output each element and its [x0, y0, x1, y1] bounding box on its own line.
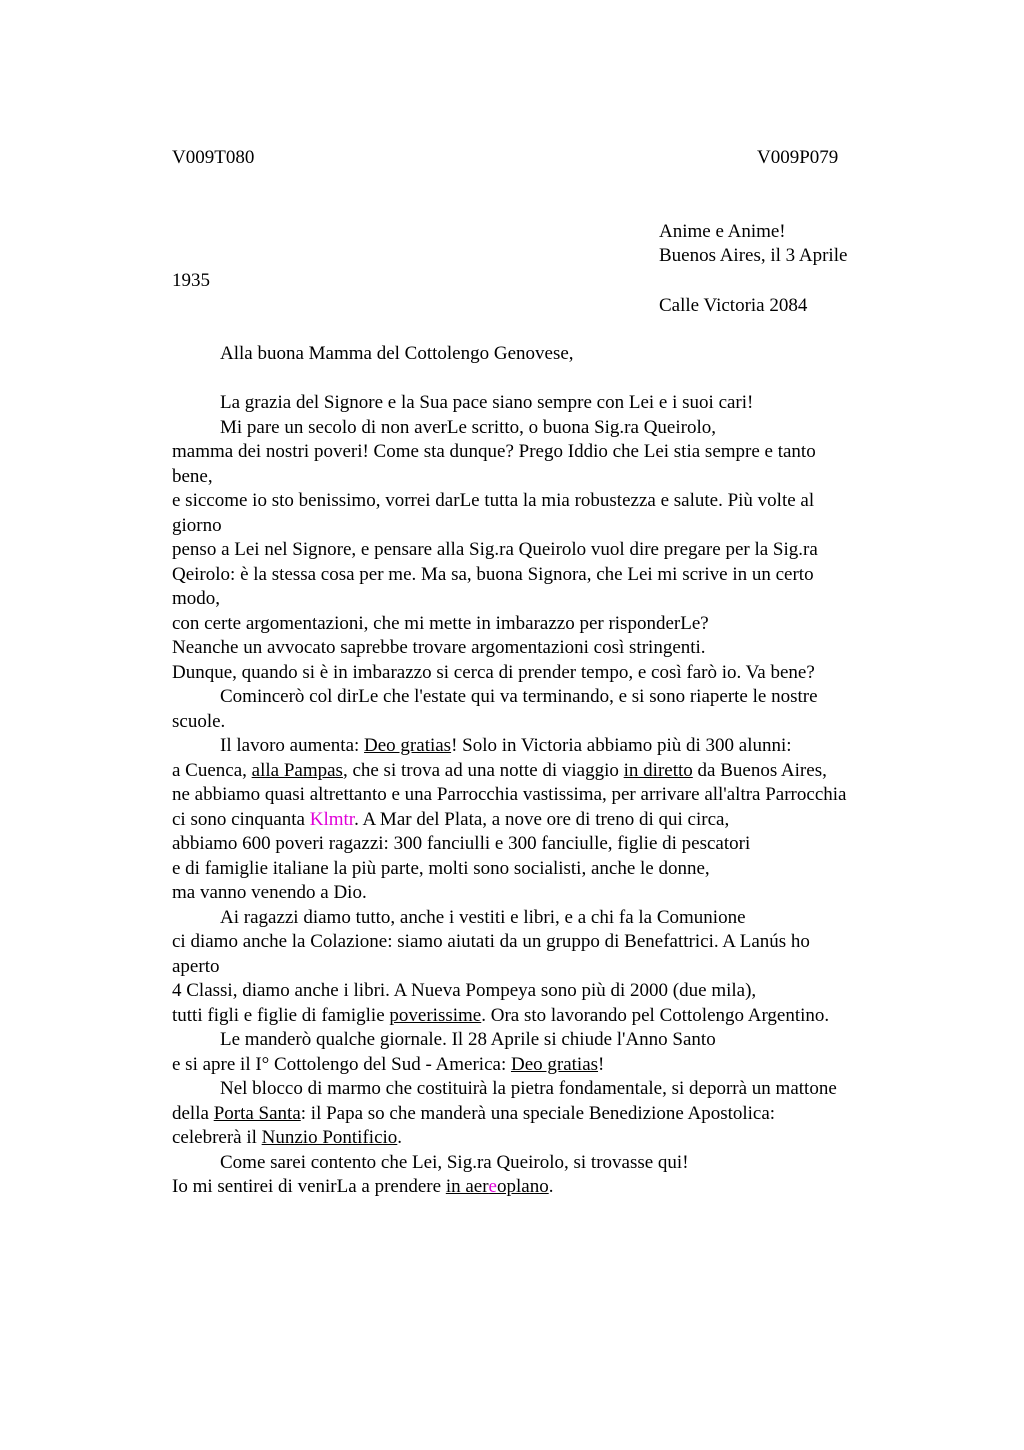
text-line: con certe argomentazioni, che mi mette in imbarazzo per risponderLe?	[172, 612, 709, 634]
highlighted-letter: e	[488, 1176, 497, 1197]
text-line: penso a Lei nel Signore, e pensare alla Sig.ra Queirolo vuol dire pregare per la Sig.ra	[172, 539, 818, 560]
text-segment: , che si trova ad una notte di viaggio	[342, 759, 624, 781]
underlined-phrase: alla Pampas	[251, 759, 343, 781]
underlined-phrase: Deo gratias	[364, 735, 452, 756]
underlined-phrase: Porta Santa	[213, 1102, 301, 1124]
text-line: bene,	[172, 465, 213, 487]
text-line: Neanche un avvocato saprebbe trovare argomentazioni così stringenti.	[172, 637, 706, 658]
text-segment: .	[397, 1127, 403, 1148]
text-line: ne abbiamo quasi altrettanto e una Parrocchia vastissima, per arrivare all'altra Parrocchia	[172, 784, 847, 805]
text-line: modo,	[172, 588, 221, 609]
text-segment: a Cuenca,	[172, 759, 252, 781]
text-segment: . A Mar del Plata, a nove ore di treno di qui circa,	[354, 808, 730, 830]
underlined-phrase	[446, 1176, 549, 1197]
text-segment: della	[172, 1102, 214, 1124]
text-segment: . Ora sto lavorando pel Cottolengo Argentino.	[481, 1004, 830, 1026]
text-line: 4 Classi, diamo anche i libri. A Nueva Pompeya sono più di 2000 (due mila),	[172, 980, 757, 1001]
text-line: scuole.	[172, 710, 226, 732]
text-segment: !	[598, 1053, 605, 1075]
text-line	[172, 1102, 912, 1127]
letter-body	[172, 342, 912, 1200]
text-segment: in aer	[445, 1176, 489, 1197]
letter-motto: Anime e Anime!	[659, 221, 786, 242]
text-segment: celebrerà il	[172, 1127, 262, 1148]
document-code-right: V009P079	[757, 147, 839, 168]
text-line: Le manderò qualche giornale. Il 28 Aprile si chiude l'Anno Santo	[220, 1029, 716, 1050]
text-segment: ! Solo in Victoria abbiamo più di 300 alunni:	[451, 735, 792, 756]
text-line: Qeirolo: è la stessa cosa per me. Ma sa, buona Signora, che Lei mi scrive in un certo	[172, 563, 814, 585]
text-segment: da Buenos Aires,	[692, 759, 827, 781]
text-line: Nel blocco di marmo che costituirà la pietra fondamentale, si deporrà un mattone	[220, 1078, 837, 1099]
text-line	[172, 1175, 912, 1200]
document-code-left: V009T080	[172, 147, 255, 168]
text-segment: e si apre il I° Cottolengo del Sud - America:	[172, 1053, 511, 1075]
underlined-phrase: in diretto	[623, 759, 693, 781]
text-line: e di famiglie italiane la più parte, molti sono socialisti, anche le donne,	[172, 857, 710, 879]
text-line: Mi pare un secolo di non averLe scritto, o buona Sig.ra Queirolo,	[220, 416, 716, 438]
text-segment: Il lavoro aumenta:	[220, 735, 365, 756]
text-line: giorno	[172, 514, 222, 536]
text-segment: tutti figli e figlie di famiglie	[172, 1004, 390, 1026]
underlined-phrase: poverissime	[389, 1004, 482, 1026]
salutation: Alla buona Mamma del Cottolengo Genovese,	[220, 343, 574, 364]
letter-year: 1935	[172, 270, 210, 291]
blank-line	[172, 367, 912, 392]
text-line	[172, 734, 912, 759]
underlined-phrase: Nunzio Pontificio	[261, 1127, 398, 1148]
text-line: abbiamo 600 poveri ragazzi: 300 fanciulli e 300 fanciulle, figlie di pescatori	[172, 833, 751, 854]
highlighted-abbreviation: Klmtr	[309, 808, 355, 830]
text-segment: .	[548, 1176, 554, 1197]
text-line	[172, 1126, 912, 1151]
text-line: aperto	[172, 955, 220, 977]
text-segment: Io mi sentirei di venirLa a prendere	[172, 1176, 446, 1197]
text-line: ma vanno venendo a Dio.	[172, 882, 367, 903]
text-line	[172, 1004, 912, 1029]
text-line: Dunque, quando si è in imbarazzo si cerca di prender tempo, e così farò io. Va bene?	[172, 661, 815, 683]
letter-place-date: Buenos Aires, il 3 Aprile	[659, 245, 848, 266]
letter-address: Calle Victoria 2084	[659, 295, 808, 316]
text-line: La grazia del Signore e la Sua pace siano sempre con Lei e i suoi cari!	[220, 392, 754, 413]
text-line: e siccome io sto benissimo, vorrei darLe tutta la mia robustezza e salute. Più volte al	[172, 490, 815, 511]
text-segment: : il Papa so che manderà una speciale Benedizione Apostolica:	[300, 1102, 776, 1124]
text-line: Ai ragazzi diamo tutto, anche i vestiti e libri, e a chi fa la Comunione	[220, 906, 746, 928]
text-segment: oplano	[496, 1176, 549, 1197]
text-line: ci diamo anche la Colazione: siamo aiutati da un gruppo di Benefattrici. A Lanús ho	[172, 931, 810, 952]
text-line: mamma dei nostri poveri! Come sta dunque? Prego Iddio che Lei stia sempre e tanto	[172, 441, 816, 462]
text-line	[172, 808, 912, 833]
text-segment: ci sono cinquanta	[172, 808, 310, 830]
text-line	[172, 1053, 912, 1078]
underlined-phrase: Deo gratias	[510, 1053, 599, 1075]
text-line: Comincerò col dirLe che l'estate qui va terminando, e si sono riaperte le nostre	[220, 686, 818, 707]
text-line: Come sarei contento che Lei, Sig.ra Queirolo, si trovasse qui!	[220, 1151, 689, 1173]
text-line	[172, 759, 912, 784]
